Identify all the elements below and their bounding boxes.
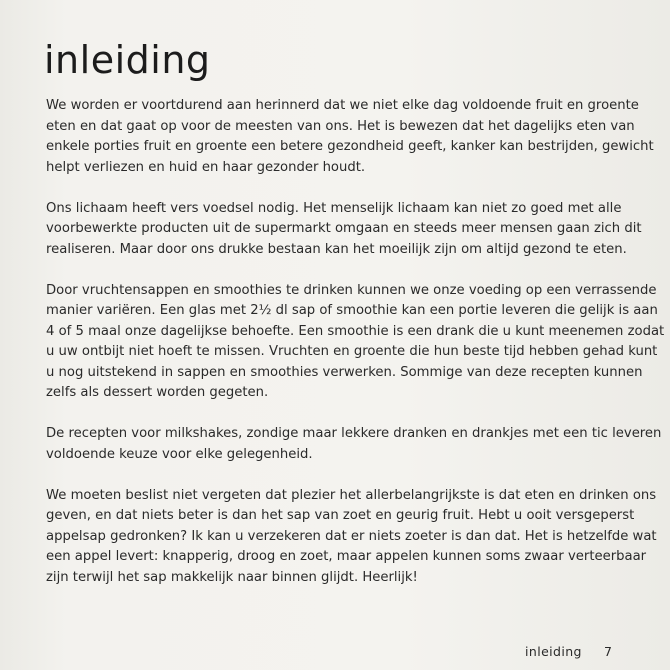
page-number: 7 [604,644,612,659]
text-line: We worden er voortdurend aan herinnerd dat we niet elke dag voldoende fruit en groente [46,98,639,113]
text-line: We moeten beslist niet vergeten dat plezier het allerbelangrijkste is dat eten en drinken ons [46,487,657,503]
body-text [46,96,665,609]
text-line: zijn terwijl het sap makkelijk naar binnen glijdt. Heerlijk! [46,569,418,585]
paragraph [46,96,654,178]
text-line: geven, en dat niets beter is dan het sap van zoet en geurig fruit. Hebt u ooit versgeperst [46,508,635,523]
paragraph [46,424,662,465]
text-line: appelsap gedronken? Ik kan u verzekeren dat er niets zoeter is dan dat. Het is hetzelfde wat [46,528,657,544]
text-line: eten en dat gaat op voor de meesten van ons. Het is bewezen dat het dagelijks eten van [46,118,635,134]
text-line: realiseren. Maar door ons drukke bestaan kan het moeilijk zijn om altijd gezond te eten. [46,241,627,257]
text-line: Door vruchtensappen en smoothies te drinken kunnen we onze voeding op een verrassende [46,282,657,298]
paragraph [46,199,642,261]
text-line: u uw ontbijt niet hoeft te missen. Vruchten en groente die hun beste tijd hebben gehad kunt [46,344,658,359]
text-line: een appel levert: knapperig, droog en zoet, maar appelen kunnen soms zwaar verteerbaar [46,549,647,564]
text-line: manier variëren. Een glas met 2½ dl sap of smoothie kan een portie leveren die gelijk is aan [46,303,658,318]
paragraph [46,281,665,404]
page-title: inleiding [44,38,211,82]
text-line: De recepten voor milkshakes, zondige maar lekkere dranken en drankjes met een tic leveren [46,426,662,441]
text-line: enkele porties fruit en groente een betere gezondheid geeft, kanker kan bestrijden, gewicht [46,139,654,154]
text-line: voldoende keuze voor elke gelegenheid. [46,446,313,462]
text-line: Ons lichaam heeft vers voedsel nodig. Het menselijk lichaam kan niet zo goed met alle [46,200,622,216]
paragraph [46,486,657,589]
running-footer-section: inleiding [525,644,582,659]
text-line: zelfs als dessert worden gegeten. [46,385,269,400]
text-line: voorbewerkte producten uit de supermarkt omgaan en steeds meer mensen gaan zich dit [46,221,642,236]
text-line: helpt verliezen en huid en haar gezonder houdt. [46,159,366,175]
text-line: u nog uitstekend in sappen en smoothies verwerken. Sommige van deze recepten kunnen [46,364,643,380]
text-line: 4 of 5 maal onze dagelijkse behoefte. Een smoothie is een drank die u kunt meenemen zodat [46,323,665,339]
